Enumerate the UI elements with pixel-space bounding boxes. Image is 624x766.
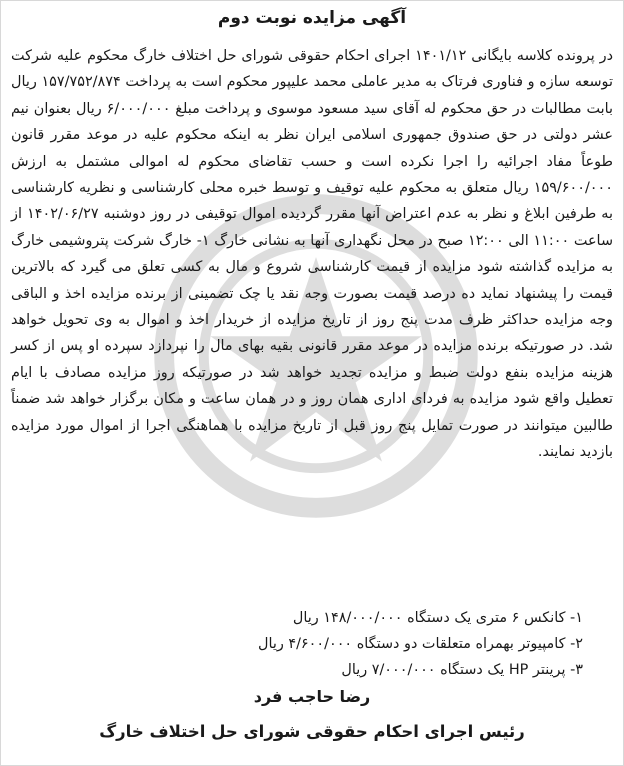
notice-body	[11, 43, 613, 466]
notice-body-paragraph: در پرونده کلاسه بایگانی ۱۴۰۱/۱۲ اجرای احکام حقوقی شورای حل اختلاف خارگ محکوم علیه شرکت توسعه سازه و فناوری فرتاک به مدیر عاملی محمد علیپور محکوم است به پرداخت ۱۵۷/۷۵۲/۸۷۴ ریال بابت مطالبات در حق محکوم له آقای سید مسعود موسوی و پرداخت مبلغ ۶/۰۰۰/۰۰۰ ریال بعنوان نیم عشر دولتی در حق صندوق جمهوری اسلامی ایران نظر به اینکه محکوم علیه در موعد مقرر قانون طوعاً مفاد اجرائیه را اجرا نکرده است و حسب تقاضای محکوم له اموالی مشتمل به ارزش ۱۵۹/۶۰۰/۰۰۰ ریال متعلق به محکوم علیه توقیف و توسط خبره محلی کارشناسی و نظریه کارشناسی به طرفین ابلاغ و نظر به عدم اعتراض آنها مقرر گردیده اموال توقیفی در روز دوشنبه ۱۴۰۲/۰۶/۲۷ از ساعت ۱۱:۰۰ الی ۱۲:۰۰ صبح در محل نگهداری آنها به نشانی خارگ ۱- خارگ شرکت پتروشیمی خارگ به مزایده گذاشته شود مزایده از قیمت کارشناسی شروع و مال به کسی تعلق می گیرد که بالاترین قیمت را پیشنهاد نماید ده درصد قیمت بصورت وجه نقد یا چک تضمینی از برنده مزایده اخذ و الباقی وجه مزایده حداکثر ظرف مدت پنج روز از تاریخ مزایده از خریدار اخذ و اموال به وی تحویل خواهد شد. در صورتیکه برنده مزایده در موعد مقرر قانونی بقیه بهای مال را نپردازد سپرده او پس از کسر هزینه مزایده بنفع دولت ضبط و مزایده تجدید خواهد شد در صورتیکه روز مزایده مصادف با ایام تعطیل واقع شود مزایده به فردای اداری همان روز و در همان ساعت و مکان برگزار خواهد شد ضمناً طالبین میتوانند در صورت تمایل پنج روز قبل از تاریخ مزایده با هماهنگی اجرا از اموال مورد مزایده بازدید نمایند.	[11, 48, 614, 461]
auction-items-list	[21, 605, 583, 683]
signature-title: رئیس اجرای احکام حقوقی شورای حل اختلاف خارگ	[99, 722, 525, 741]
list-item: ۳- پرینتر HP یک دستگاه ۷/۰۰۰/۰۰۰ ریال	[341, 662, 583, 678]
list-item: ۱- کانکس ۶ متری یک دستگاه ۱۴۸/۰۰۰/۰۰۰ ریال	[292, 610, 583, 626]
notice-title: آگهی مزایده نوبت دوم	[217, 8, 407, 28]
signature-name: رضا حاجب فرد	[253, 687, 371, 706]
list-item: ۲- کامپیوتر بهمراه متعلقات دو دستگاه ۴/۶۰۰/۰۰۰ ریال	[257, 636, 583, 652]
